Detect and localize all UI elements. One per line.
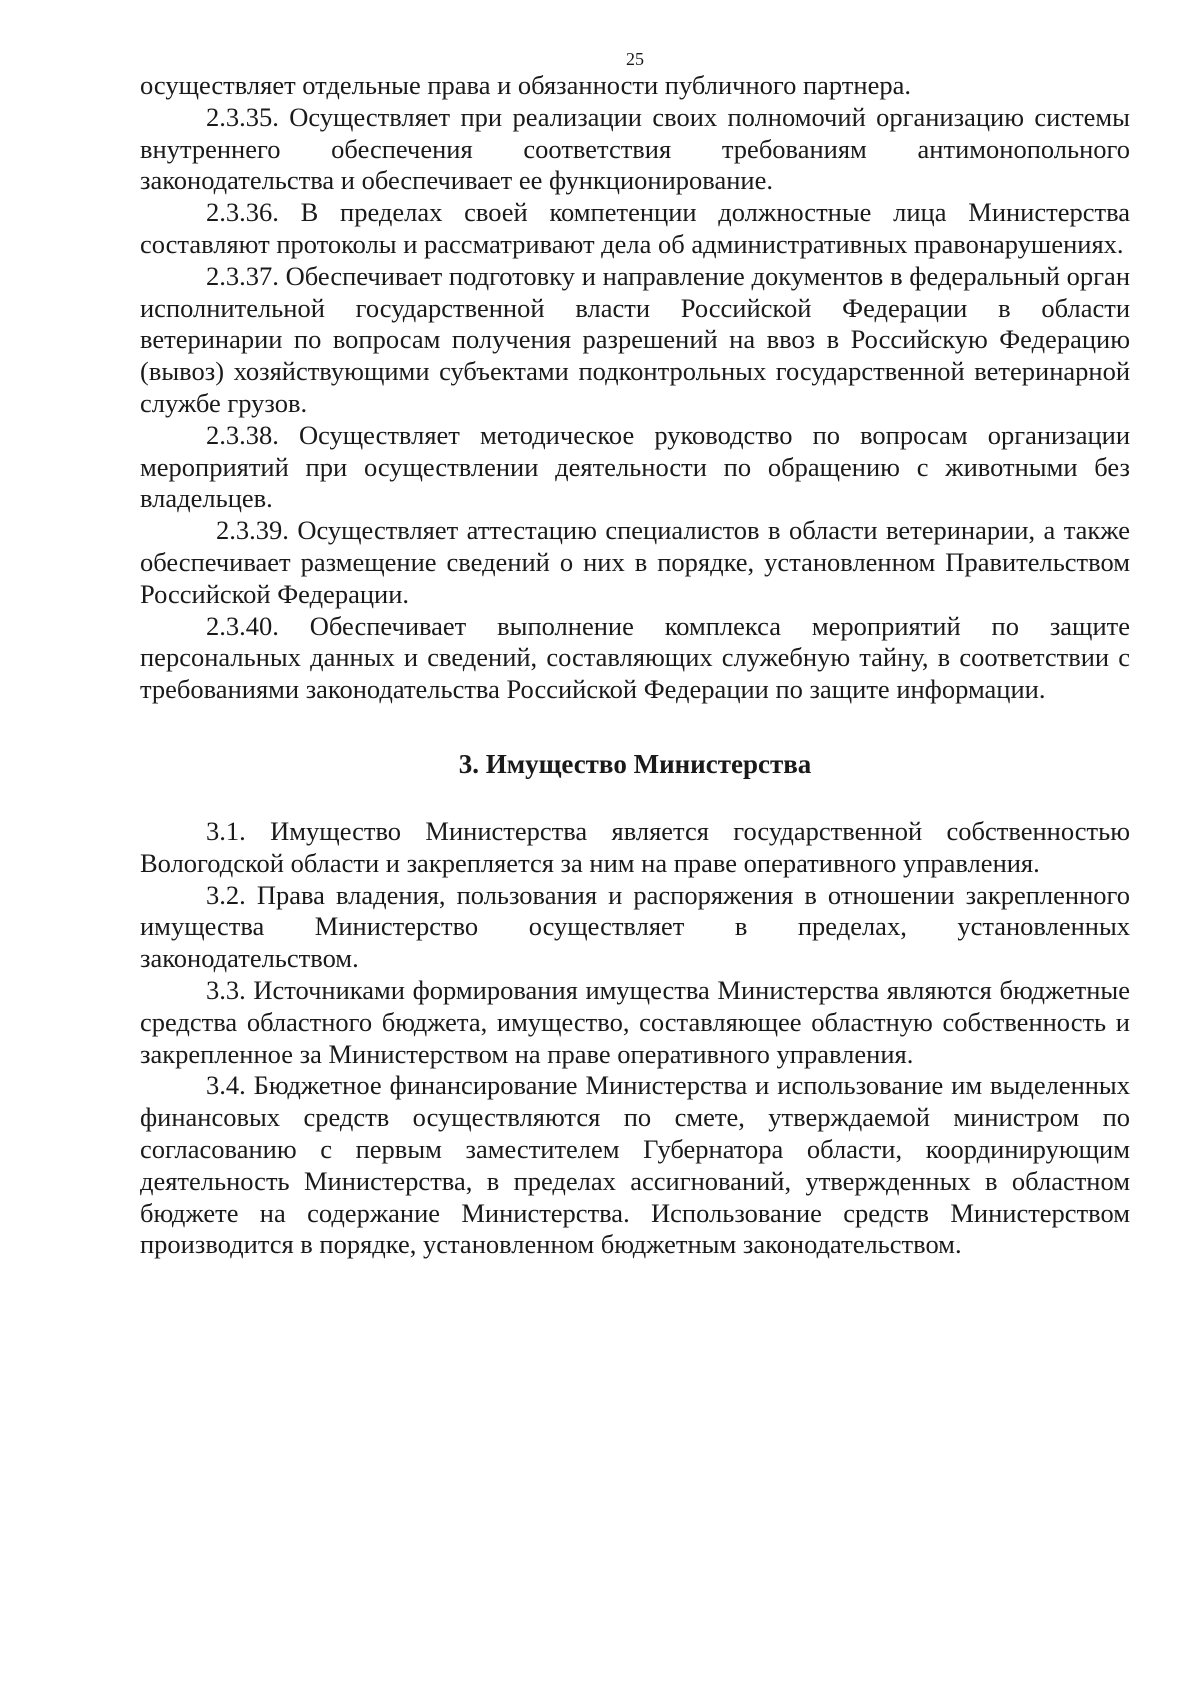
paragraph-2-3-36: 2.3.36. В пределах своей компетенции должностные лица Министерства составляют протоколы и рассматривают дела об административных правонарушениях.	[140, 197, 1130, 259]
paragraph-3-4: 3.4. Бюджетное финансирование Министерства и использование им выделенных финансовых средств осуществляются по смете, утверждаемой министром по согласованию с первым заместителем Губернатора области, координирующим деятельность Министерства, в пределах ассигнований, утвержденных в областном бюджете на содержание Министерства. Использование средств Министерством производится в порядке, установленном бюджетным законодательством.	[140, 1070, 1130, 1260]
paragraph-3-2: 3.2. Права владения, пользования и распоряжения в отношении закрепленного имущества Министерство осуществляет в пределах, установленных законодательством.	[140, 879, 1130, 974]
paragraph-2-3-39: 2.3.39. Осуществляет аттестацию специалистов в области ветеринарии, а также обеспечивает размещение сведений о них в порядке, установленном Правительством Российской Федерации.	[140, 515, 1130, 609]
document-page	[140, 40, 1130, 1261]
paragraph-2-3-38: 2.3.38. Осуществляет методическое руководство по вопросам организации мероприятий при осуществлении деятельности по обращению с животными без владельцев.	[140, 419, 1130, 514]
paragraph-3-3: 3.3. Источниками формирования имущества Министерства являются бюджетные средства областного бюджета, имущество, составляющее областную собственность и закрепленное за Министерством на праве оперативного управления.	[140, 974, 1130, 1069]
continuation-paragraph: осуществляет отдельные права и обязанности публичного партнера.	[140, 70, 911, 100]
section-heading: 3. Имущество Министерства	[458, 748, 812, 779]
paragraph-2-3-37: 2.3.37. Обеспечивает подготовку и направление документов в федеральный орган исполнительной государственной власти Российской Федерации в области ветеринарии по вопросам получения разрешений на ввоз в Российскую Федерацию (вывоз) хозяйствующими субъектами подконтрольных государственной ветеринарной службе грузов.	[140, 260, 1130, 418]
page-number: 25	[626, 49, 644, 69]
paragraph-3-1: 3.1. Имущество Министерства является государственной собственностью Вологодской области и закрепляется за ним на праве оперативного управления.	[140, 815, 1130, 878]
paragraph-2-3-40: 2.3.40. Обеспечивает выполнение комплекса мероприятий по защите персональных данных и сведений, составляющих служебную тайну, в соответствии с требованиями законодательства Российской Федерации по защите информации.	[140, 610, 1130, 705]
paragraph-2-3-35: 2.3.35. Осуществляет при реализации своих полномочий организацию системы внутреннего обеспечения соответствия требованиям антимонопольного законодательства и обеспечивает ее функционирование.	[140, 101, 1130, 196]
